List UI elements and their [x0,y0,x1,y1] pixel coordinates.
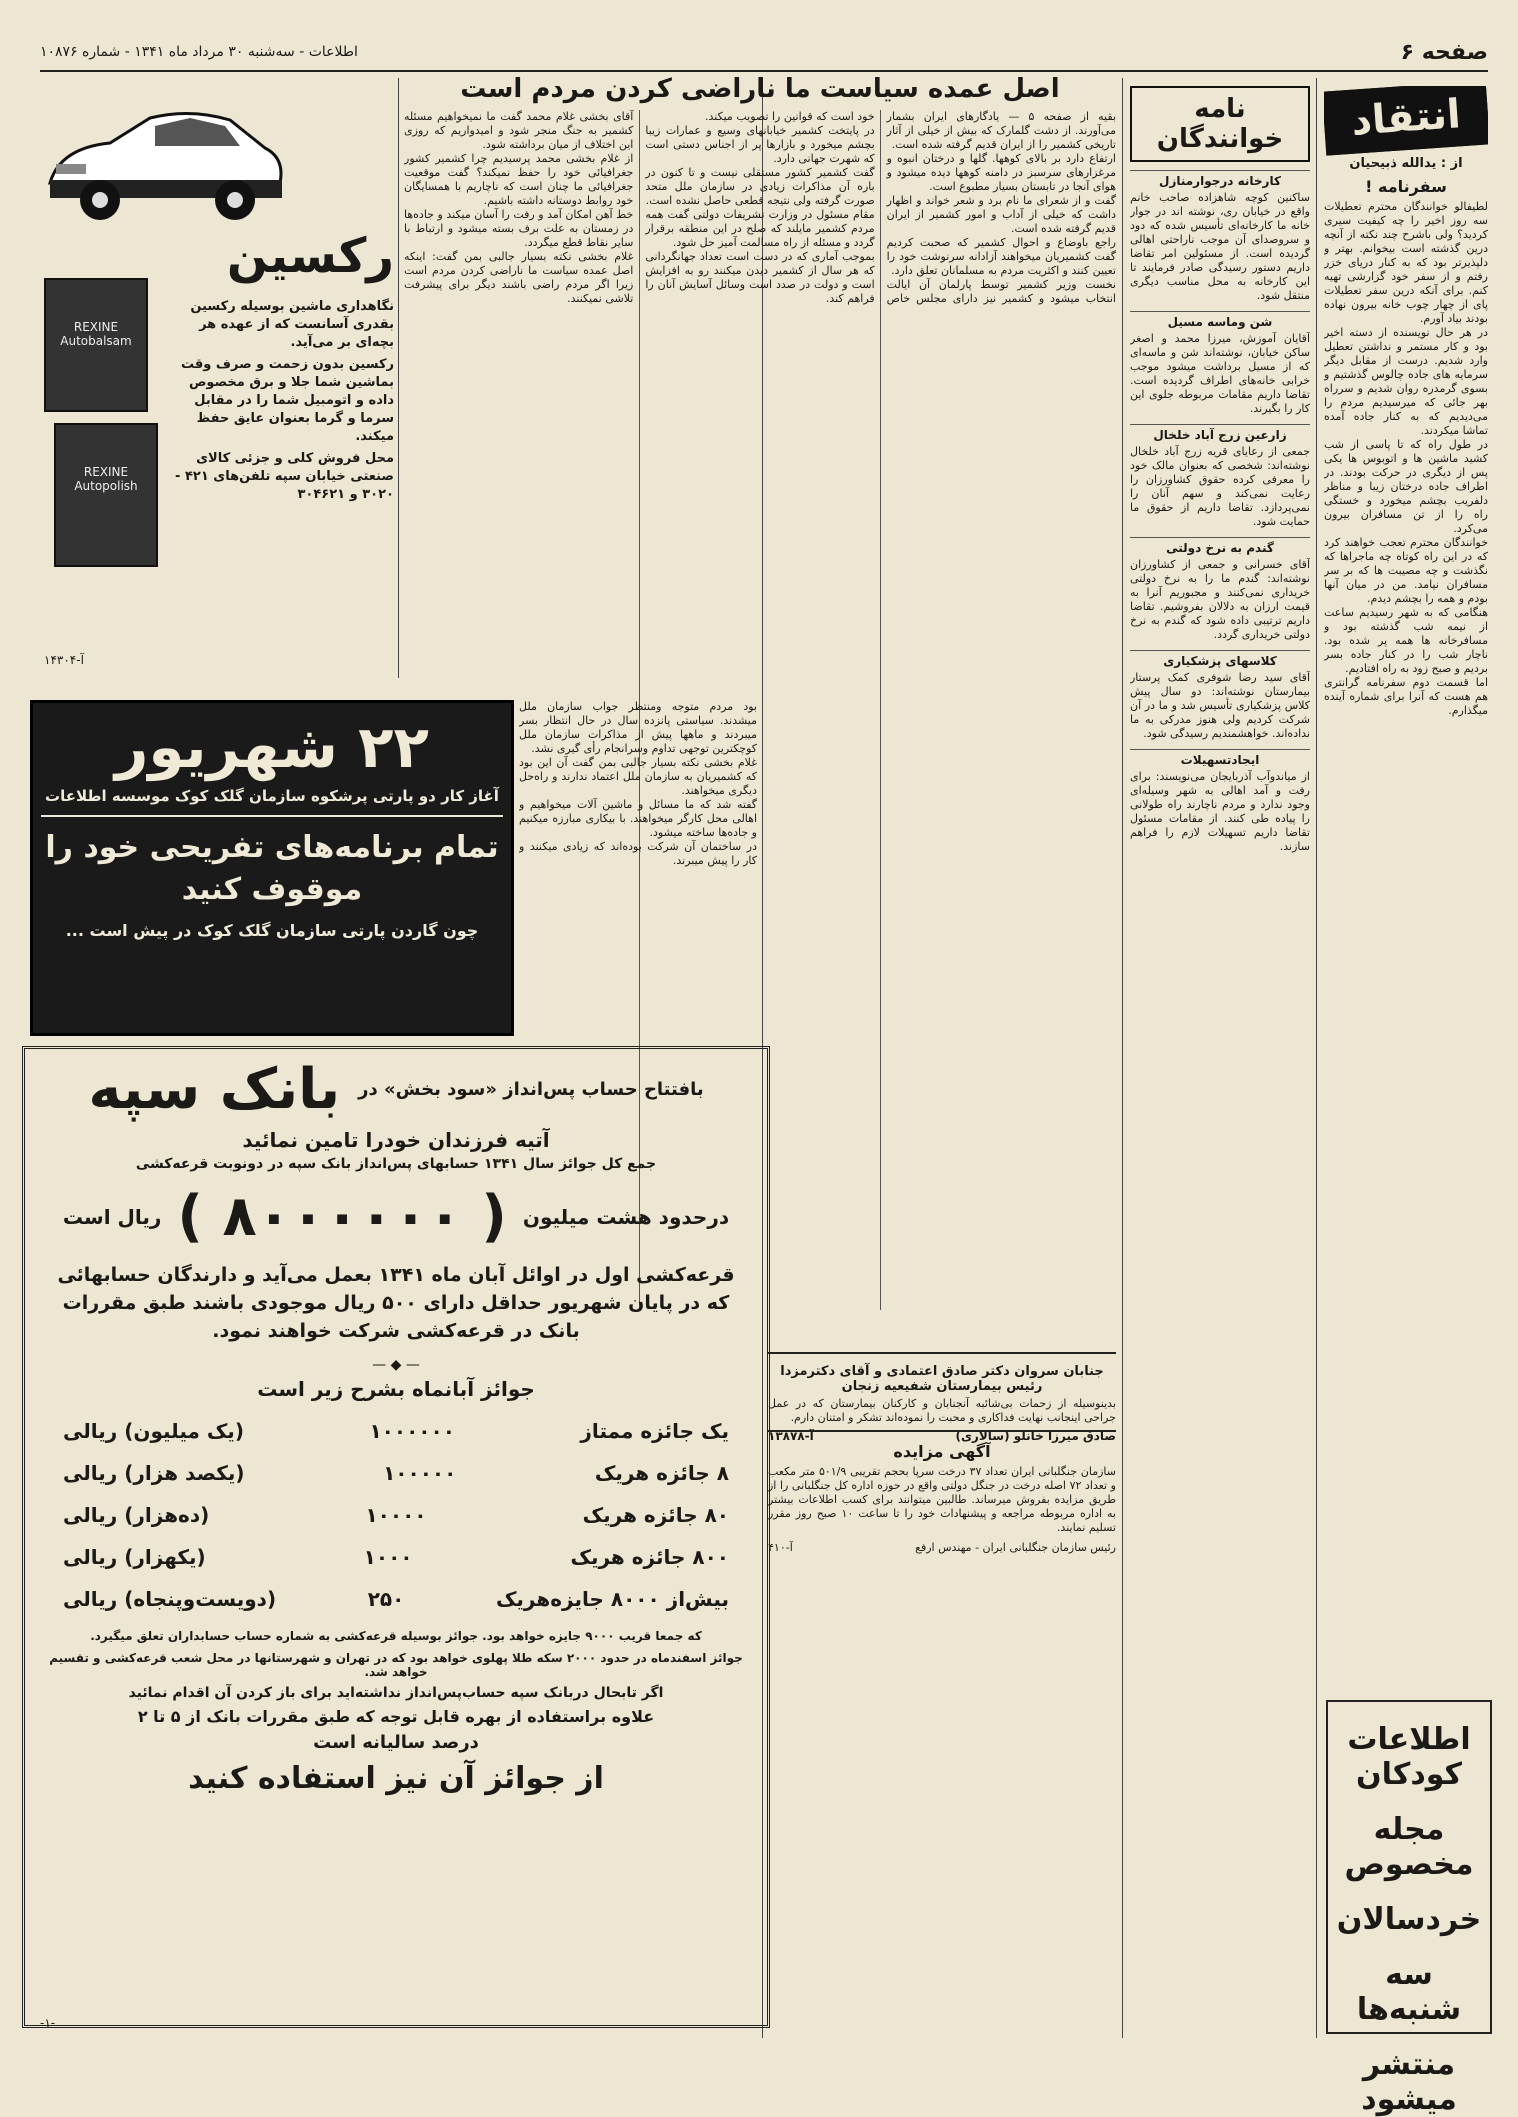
critique-paragraph: اما قسمت دوم سفرنامه گرانتری هم هست که آنرا برای شماره آینده میگذارم. [1324,676,1488,717]
prize-row [63,1587,729,1611]
sepah-sub: آتیه فرزندان خودرا تامین نمائید [242,1128,550,1152]
kids-magazine-ad [1326,1700,1492,2117]
auction-notice [768,1430,1116,2036]
letter-body: جمعی از رعایای قریه زرج آباد خلخال نوشته‌اند: شخصی که بعنوان مالک خود را معرفی کرده حقوق کشاورزان را رعایت نمی‌کند و سهم آنان را نمی‌پردازد. تقاضا داریم از حقوق ما حمایت شود. [1130,445,1310,528]
thanks-body: بدینوسیله از زحمات بی‌شائبه آنجنابان و کارکنان بیمارستان که در عمل جراحی اینجانب نهایت فداکاری و محبت را نموده‌اند تشکر و امتنان دارم. [768,1397,1116,1424]
sepah-amount-prefix: درحدود هشت میلیون [522,1204,730,1229]
car-illustration [40,88,290,238]
letter-title: زارعین زرج آباد خلخال [1130,424,1310,442]
letter-body: آقای خسرانی و جمعی از کشاورزان نوشته‌اند: گندم ما را به نرخ دولتی خریداری نمی‌کنند و مجبوریم آنرا به قیمت ارزان به دلالان بفروشیم. تقاضا داریم ترتیبی داده شود که گندم به نرخ دولتی خریداری گردد. [1130,558,1310,641]
article-paragraph: مقام مسئول در وزارت تشریفات دولتی گفت همه مردم کشمیر مایلند که صلح در این منطقه برقرار گردد و مسئله از راه مسالمت آمیز حل شود. [645,208,875,249]
rexine-ad [40,78,394,678]
article-paragraph: از غلام بخشی محمد پرسیدیم چرا کشمیر کشور جغرافیائی خود را حفظ نمیکند؟ گفت موقعیت جغرافیائی ما چنان است که ناچاریم با همسایگان خود روابط دوستانه داشته باشیم. [404,152,634,207]
article-paragraph: نخست وزیر کشمیر توسط پارلمان آن ایالت انتخاب میشود و کشمیر نیز دارای مجلس خاص خود است که قوانین را تصویب میکند. [704,110,1116,305]
letter-title: کلاسهای پزشکیاری [1130,650,1310,668]
article-paragraph: راجع باوضاع و احوال کشمیر که صحبت کردیم گفت کشمیریان میخواهند آزادانه سرنوشت خود را تعیین کنند و اکثریت مردم به مسلمانان تعلق دارد. [886,236,1116,277]
critique-author: از : یدالله ذبیحیان [1349,156,1463,171]
article-paragraph: گفت و از شعرای ما نام برد و شعر خواند و اظهار داشت که خیلی از آداب و امور کشمیر از ایران قدیم گرفته شده است. [886,194,1116,235]
letter-title: ایجادتسهیلات [1130,749,1310,767]
garden-party-line: چون گاردن پارتی سازمان گلک کوک در پیش است ... [65,921,479,940]
kids-ad-line: مجله مخصوص [1344,1812,1474,1882]
prize-row [63,1545,729,1569]
article-paragraph: بموجب آماری که در دست است تعداد جهانگردانی که هر سال از کشمیر دیدن میکنند رو به افزایش است و دولت در صدد است وسائل آسایش آنان را فراهم کند. [645,250,875,305]
letter-title: شن وماسه مسیل [1130,311,1310,329]
article-paragraph: غلام بخشی نکته بسیار جالبی بمن گفت: اینکه اصل عمده سیاست ما ناراضی کردن مردم است زیرا اگر مردم راضی باشند دیگر برای پیشرفت تلاشی نمیکنند. [404,250,634,305]
sepah-draw: قرعه‌کشی اول در اوائل آبان ماه ۱۳۴۱ بعمل می‌آید و دارندگان حسابهائی که در پایان شهریور حداقل دارای ۵۰۰ ریال موجودی باشند طبق مقررات بانک در قرعه‌کشی شرکت خواهند نمود. [57,1264,735,1342]
prize-label: ۸۰ جائزه هریک [582,1503,729,1527]
prize-amount: ۲۵۰ [367,1587,405,1611]
prize-row [63,1419,729,1443]
side-paragraph: در ساختمان آن شرکت بوده‌اند که زیادی میکنند و کار را پیش میبرند. [519,840,757,867]
critique-paragraph: لطیفالو خوانندگان محترم تعطیلات سه روز اخیر را چه کیفیت سیری کردید؟ ولی باشرح چند نکته از آنچه درین گذشته است بیخوانم. بهتر و دلپذیرتر بود که به کنار دریای خزر رفتم و از سفر خود گزارشی تهیه کنم. برای آنکه درین سفر تعطیلات پای از چهار چوب خانه بیرون نهاده بودند بیاد آورم. [1324,200,1488,325]
prize-label: یک جائزه ممتاز [580,1419,729,1443]
rexine-line: نگاهداری ماشین بوسیله رکسین بقدری آسانست که از عهده هر بچه‌ای بر می‌آید. [190,299,394,350]
article-paragraph: ارتفاع دارد بر بالای کوهها. گلها و درختان انبوه و مرغزارهای سرسبز در دامنه کوهها دیده میشود و هوای آنجا در تابستان بسیار مطبوع است. [886,152,1116,193]
critique-paragraph: در طول راه که تا پاسی از شب کشید ماشین ها و اتوبوس ها یکی پس از دیگری در حرکت بودند. در اطراف جاده درختان زیبا و مناظر دلفریب بچشم میخورد و خستگی راه را از تن مسافران بیرون می‌کرد. [1324,438,1488,535]
garden-party-ad [30,700,514,1036]
prize-row [63,1461,729,1485]
side-paragraph: بود مردم متوجه ومنتظر جواب سازمان ملل میشدند. سیاستی پانزده سال در حال انتظار بسر میبردند و ماهها پیش از مذاکرات سازمان ملل کوچکترین توجهی تداوم وسرانجام رأی گیری نشد. [519,700,757,755]
prize-row [63,1503,729,1527]
side-paragraph: غلام بخشی نکته بسیار جالبی بمن گفت آن این بود که کشمیریان به سازمان ملل اعتماد ندارند و راه‌حل دیگری میخواهند. [519,756,757,797]
thanks-code: آ-۱۳۸۷۸ [768,1429,814,1443]
rexine-can-label: REXINE Autopolish [74,465,138,493]
prize-label: ۸۰۰ جائزه هریک [570,1545,729,1569]
rexine-brand: رکسین [226,228,394,284]
critique-column [1324,86,1488,1696]
prize-words: (دویست‌وپنجاه) ریالی [63,1587,277,1611]
sepah-intro: بافتتاح حساب پس‌انداز «سود بخش» در [358,1079,704,1100]
main-headline: اصل عمده سیاست ما ناراضی کردن مردم است [460,74,1060,104]
letters-logo: نامه خوانندگان [1130,86,1310,162]
rexine-can [54,423,158,567]
column-rule [1316,78,1317,2038]
article-paragraph: گفت کشمیر کشور مستقلی نیست و تا کنون در باره آن مذاکرات زیادی در سازمان ملل متحد صورت گرفته ولی نتیجه قطعی حاصل نشده است. [645,166,875,207]
rexine-line: محل فروش کلی و جزئی کالای صنعتی خیابان سپه تلفن‌های ۴۲۱ - ۳۰۲۰ و ۳۰۴۶۲۱ [175,451,394,502]
kids-ad-line: خردسالان [1336,1902,1482,1937]
sepah-note: که جمعا قریب ۹۰۰۰ جایزه خواهد بود. جوائز بوسیله قرعه‌کشی به شماره حساب حسابداران تعلق میگیرد. [90,1629,702,1643]
page-mark: -۱- [40,2016,56,2030]
rexine-copy [168,298,394,508]
kids-ad-line: اطلاعات کودکان [1347,1722,1471,1792]
garden-party-date: ۲۲ شهریور [115,713,429,781]
auction-footer [768,1541,1116,1554]
critique-paragraph: در هر حال نویسنده از دسته اخیر بود و کار مستمر و نداشتن تعطیل وارد شدیم. درست از مقابل دیگر سرمایه های جاده چالوس گذشتیم و بسوی گرمدره روان شدیم و سرراه بهر جائی که میرسیدیم مردم را می‌دیدیم که به کنار جاده آمده تماشا میکردند. [1324,326,1488,437]
sepah-footer: از جوائز آن نیز استفاده کنید [188,1761,604,1796]
sepah-note: درصد سالیانه است [313,1732,479,1753]
article-paragraph: بقیه از صفحه ۵ — یادگارهای ایران بشمار می‌آورند. از دشت گلمارک که بیش از خیلی از آثار تاریخی کشمیر را از ایران قدیم گرفته شده است. [886,110,1116,151]
rexine-line: رکسین بدون زحمت و صرف وقت بماشین شما جلا و برق مخصوص داده و اتومبیل شما را در مقابل سرما و گرما بعنوان عایق حفظ میکند. [181,357,394,444]
sepah-bank-name: بانک سپه [88,1057,341,1122]
prize-words: (یکهزار) ریالی [63,1545,206,1569]
article-paragraph: در پایتخت کشمیر خیابانهای وسیع و عمارات زیبا بچشم میخورد و بازارها پر از اجناس دستی است که شهرت جهانی دارد. [645,124,875,165]
bank-sepah-ad [22,1046,770,2028]
dateline: اطلاعات - سه‌شنبه ۳۰ مرداد ماه ۱۳۴۱ - شماره ۱۰۸۷۶ [40,44,358,60]
sepah-note: جوائز اسفندماه در حدود ۲۰۰۰ سکه طلا پهلوی خواهد بود که در تهران و شهرستانها در محل شعب قرعه‌کشی و تقسیم خواهد شد. [49,1651,743,1679]
prize-words: (یکصد هزار) ریالی [63,1461,245,1485]
auction-signer: رئیس سازمان جنگلبانی ایران - مهندس ارفع [915,1541,1116,1554]
sepah-note: اگر تابحال دربانک سپه حساب‌پس‌انداز نداشته‌اید برای باز کردن آن اقدام نمائید [128,1685,664,1701]
prize-label: بیش‌از ۸۰۰۰ جایزه‌هریک [495,1587,729,1611]
sepah-amount-row [33,1184,759,1249]
critique-title: سفرنامه ! [1365,177,1447,196]
rexine-can [44,278,148,412]
prize-label: ۸ جائزه هریک [594,1461,729,1485]
article-paragraph: خط آهن امکان آمد و رفت را آسان میکند و جاده‌ها در زمستان به علت برف بسته میشود و ارتباط با سایر نقاط قطع میگردد. [404,208,634,249]
page-header [40,38,1488,72]
letter-title: کارخانه درجوارمنازل [1130,170,1310,188]
critique-logo: انتقاد [1324,86,1488,156]
sepah-amount-suffix: ریال است [62,1204,162,1229]
auction-body: سازمان جنگلبانی ایران تعداد ۳۷ درخت سرپا بحجم تقریبی ۵۰۱/۹ متر مکعب و تعداد ۷۲ اصله درخت در جنگل دولتی واقع در حوزه اداره کل جنگلبانی را از طریق مزایده بفروش میرساند. طالبین میتوانند برای کسب اطلاعات بیشتر به اداره مربوطه مراجعه و پیشنهادات خود را تا ساعت ۱۰ صبح روز مقرر تسلیم نمایند. [768,1465,1116,1534]
prize-amount: ۱۰۰۰۰۰۰ [369,1419,455,1443]
column-rule [1122,78,1123,2038]
ornament-divider: — ◆ — [372,1357,420,1373]
auction-code: آ-۴۱۰ [768,1541,793,1554]
side-paragraph: گفته شد که ما مسائل و ماشین آلات میخواهیم و اهالی محل کارگر میخواهند. با بیکاری مبارزه میکنیم و جاده‌ها ساخته میشود. [519,798,757,839]
letter-title: گندم به نرخ دولتی [1130,537,1310,555]
critique-paragraph: خوانندگان محترم تعجب خواهند کرد که در این راه کوتاه چه ماجراها که نگذشت و چه مصیبت ها که بر سر مسافران نیامد. من در میان آنها بودم و همه را بچشم دیدم. [1324,536,1488,605]
prize-amount: ۱۰۰۰۰ [365,1503,427,1527]
letter-body: آقای سید رضا شوفری کمک پرستار بیمارستان نوشته‌اند: دو سال پیش کلاس پزشکیاری تأسیس شد و ما در آن شرکت کردیم ولی هنوز مدرکی به ما نداده‌اند. خواهشمندیم رسیدگی شود. [1130,671,1310,740]
prize-words: (ده‌هزار) ریالی [63,1503,210,1527]
sepah-sub: جمع کل جوائز سال ۱۳۴۱ حسابهای پس‌انداز بانک سپه در دونوبت قرعه‌کشی [135,1156,657,1172]
sepah-title-row [33,1057,759,1122]
prize-amount: ۱۰۰۰ [363,1545,413,1569]
letters-column [1130,86,1310,1736]
rexine-can-label: REXINE Autobalsam [60,320,132,348]
thanks-signer: صادق میرزا خانلو (سالاری) [955,1429,1116,1443]
rexine-code: آ-۱۴۳۰۴ [44,653,84,667]
sepah-prizes-title: جوائز آبانماه بشرح زیر است [257,1377,535,1401]
sepah-amount: ( ۸۰۰۰۰۰۰ ) [177,1184,507,1249]
kids-ad-line: منتشر میشود [1361,2047,1457,2117]
sepah-note: علاوه براستفاده از بهره قابل توجه که طبق مقررات بانک از ۵ تا ۲ [137,1707,655,1726]
letter-body: ساکنین کوچه شاهزاده صاحب خانم واقع در خیابان ری، نوشته اند در جوار خانه ما کارخانه‌ای تأسیس شده که دود و سروصدای آن موجب ناراحتی اهالی گردیده است. از مسئولین امر تقاضا داریم دستور رسیدگی صادر فرمایند تا این کارخانه به محل مناسب دیگری منتقل شود. [1130,191,1310,302]
column-rule [398,78,399,678]
kids-ad-line: سه شنبه‌ها [1356,1957,1462,2027]
auction-title: آگهی مزایده [893,1442,991,1461]
page-number: صفحه ۶ [1400,39,1488,65]
prize-words: (یک میلیون) ریالی [63,1419,244,1443]
prize-amount: ۱۰۰۰۰۰ [383,1461,457,1485]
thanks-title: جنابان سروان دکتر صادق اعتمادی و آقای دکترمزدا رئیس بیمارستان شفیعیه زنجان [780,1364,1104,1394]
letter-body: از میاندوآب آذربایجان می‌نویسند: برای رفت و آمد اهالی به شهر وسیله‌ای وجود ندارد و مردم ناچارند راه طولانی را پیاده طی کنند. از مقامات مسئول تقاضا داریم تسهیلات لازم را فراهم سازند. [1130,770,1310,853]
letter-body: آقایان آموزش، میرزا محمد و اصغر ساکن خیابان، نوشته‌اند شن و ماسه‌ای که از مسیل برداشت میشود موجب خرابی خانه‌های اطراف گردیده است. تقاضا داریم مقامات مربوطه جلوی این کار را بگیرند. [1130,332,1310,415]
critique-paragraph: هنگامی که به شهر رسیدیم ساعت از نیمه شب گذشته بود و مسافرخانه ها همه پر شده بود. ناچار شب را در کنار جاده بسر بردیم و صبح زود به راه افتادیم. [1324,606,1488,675]
rexine-side-text [519,700,757,1040]
article-paragraph: آقای بخشی غلام محمد گفت ما نمیخواهیم مسئله کشمیر به جنگ منجر شود و امیدواریم که روزی این اختلاف از میان برداشته شود. [404,110,634,151]
garden-party-line: آغاز کار دو پارتی پرشکوه سازمان گلک کوک موسسه اطلاعات [45,787,499,805]
garden-party-line: تمام برنامه‌های تفریحی خود را موقوف کنید [45,830,499,907]
